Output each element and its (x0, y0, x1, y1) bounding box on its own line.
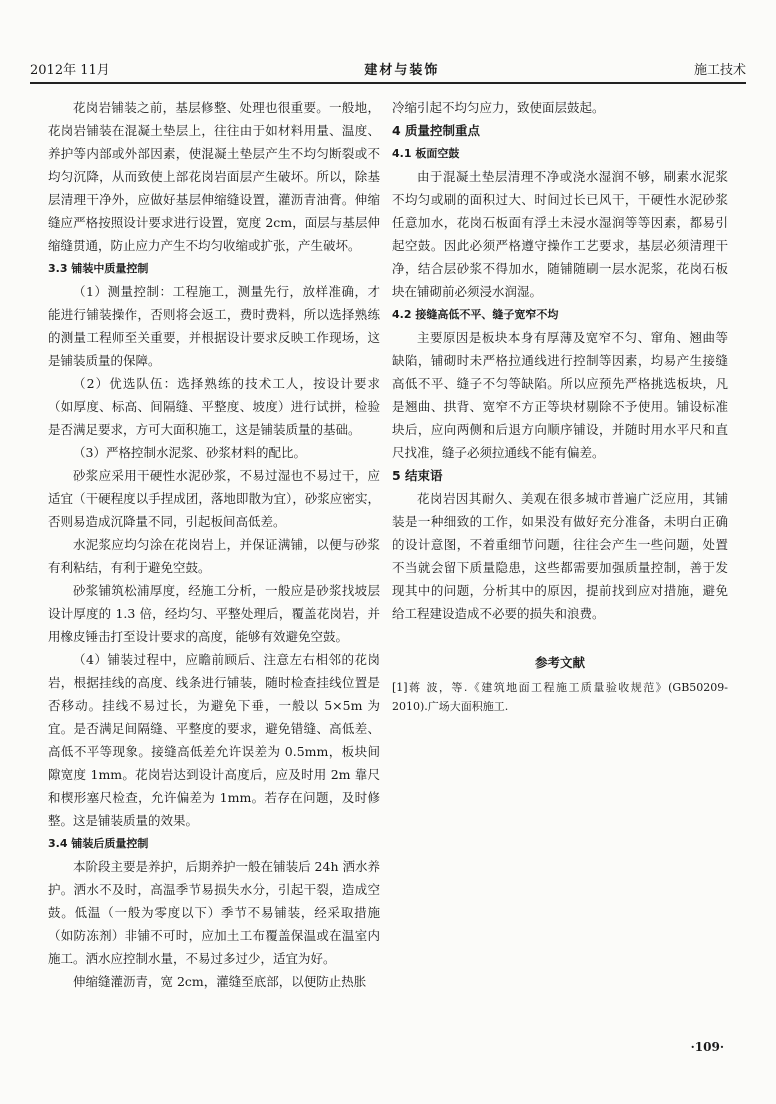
section-heading-4: 4 质量控制重点 (392, 123, 481, 138)
section-name: 施工技术 (693, 63, 746, 78)
section-heading-3-3: 3.3 铺装中质量控制 (48, 262, 149, 275)
paragraph: 由于混凝土垫层清理不净或浇水湿润不够，刷素水泥浆不均匀或刷的面积过大、时间过长已风干，干硬性水泥砂浆任意加水，花岗石板面有浮土未浸水湿润等等因素，都易引起空鼓。因此必须严格遵守操作工艺要求，基层必须清理干净，结合层砂浆不得加水，随铺随刷一层水泥浆，花岗石板块在铺砌前必须浸水润湿。 (392, 169, 728, 299)
section-heading-3-4: 3.4 铺装后质量控制 (48, 837, 149, 850)
paragraph: （3）严格控制水泥浆、砂浆材料的配比。 (73, 445, 306, 460)
references-title: 参考文献 (534, 655, 585, 670)
page-number: ·109· (690, 1040, 724, 1054)
paragraph: 花岗岩铺装之前，基层修整、处理也很重要。一般地，花岗岩铺装在混凝土垫层上，往往由于如材料用量、温度、养护等内部或外部因素，使混凝土垫层产生不均匀断裂或不均匀沉降，从而致使上部花岗岩面层产生破坏。所以，除基层清理干净外，应做好基层伸缩缝设置，灌沥青油膏。伸缩缝应严格按照设计要求进行设置，宽度 2cm，面层与基层伸缩缝贯通，防止应力产生不均匀收缩或扩张，产生破坏。 (48, 100, 380, 253)
journal-name: 建材与装饰 (364, 63, 440, 78)
section-heading-5: 5 结束语 (392, 468, 443, 483)
paragraph: （2）优选队伍：选择熟练的技术工人，按设计要求（如厚度、标高、间隔缝、平整度、坡度）进行试拼，检验是否满足要求，方可大面积施工，这是铺装质量的基础。 (48, 376, 380, 437)
section-heading-4-2: 4.2 接缝高低不平、缝子宽窄不均 (392, 308, 559, 321)
section-heading-4-1: 4.1 板面空鼓 (392, 147, 460, 160)
right-column (392, 96, 728, 716)
issue-date: 2012年 11月 (30, 63, 110, 78)
paragraph: （4）铺装过程中，应瞻前顾后、注意左右相邻的花岗岩，根据挂线的高度、线条进行铺装，随时检查挂线位置是否移动。挂线不易过长，为避免下垂，一般以 5×5m 为宜。是否满足间隔缝、平整度的要求，避免错缝、高低差、高低不平等现象。接缝高低差允许误差为 0.5mm，板块间隙宽度 1mm。花岗岩达到设计高度后，应及时用 2m 靠尺和楔形塞尺检查，允许偏差为 1mm。若存在问题，及时修整。这是铺装质量的效果。 (48, 652, 380, 828)
paragraph: 伸缩缝灌沥青，宽 2cm，灌缝至底部，以便防止热胀 (73, 974, 367, 989)
paragraph: 主要原因是板块本身有厚薄及宽窄不匀、窜角、翘曲等缺陷，铺砌时未严格拉通线进行控制等因素，均易产生接缝高低不平、缝子不匀等缺陷。所以应预先严格挑选板块，凡是翘曲、拱背、宽窄不方正等块材剔除不予使用。铺设标准块后，应向两侧和后退方向顺序铺设，并随时用水平尺和直尺找准，缝子必须拉通线不能有偏差。 (392, 330, 728, 460)
paragraph: （1）测量控制：工程施工，测量先行，放样准确，才能进行铺装操作，否则将会返工，费时费料，所以选择熟练的测量工程师至关重要，并根据设计要求反映工作现场，这是铺装质量的保障。 (48, 284, 380, 368)
paragraph: 本阶段主要是养护，后期养护一般在铺装后 24h 洒水养护。洒水不及时，高温季节易损失水分，引起干裂，造成空鼓。低温（一般为零度以下）季节不易铺装，经采取措施（如防冻剂）非铺不可时，应加土工布覆盖保温或在温室内施工。洒水应控制水量，不易过多过少，适宜为好。 (48, 859, 380, 966)
running-header (30, 58, 746, 84)
left-column (48, 96, 380, 993)
reference-item: [1]蒋 波，等.《建筑地面工程施工质量验收规范》(GB50209-2010).广场大面积施工. (392, 681, 728, 713)
paragraph: 花岗岩因其耐久、美观在很多城市普遍广泛应用，其铺装是一种细致的工作，如果没有做好充分准备，未明白正确的设计意图，不着重细节问题，往往会产生一些问题，处置不当就会留下质量隐患，这些都需要加强质量控制，善于发现其中的问题，分析其中的原因，提前找到应对措施，避免给工程建设造成不必要的损失和浪费。 (392, 491, 728, 621)
paragraph: 砂浆应采用干硬性水泥砂浆，不易过湿也不易过干，应适宜（干硬程度以手捏成团，落地即散为宜），砂浆应密实，否则易造成沉降量不同，引起板间高低差。 (48, 468, 380, 529)
paragraph: 冷缩引起不均匀应力，致使面层鼓起。 (392, 100, 605, 115)
paragraph: 水泥浆应均匀涂在花岗岩上，并保证满铺，以便与砂浆有利粘结，有利于避免空鼓。 (48, 537, 380, 575)
paragraph: 砂浆铺筑松浦厚度，经施工分析，一般应是砂浆找坡层设计厚度的 1.3 倍，经均匀、平整处理后，覆盖花岗岩，并用橡皮锤击打至设计要求的高度，能够有效避免空鼓。 (48, 583, 380, 644)
